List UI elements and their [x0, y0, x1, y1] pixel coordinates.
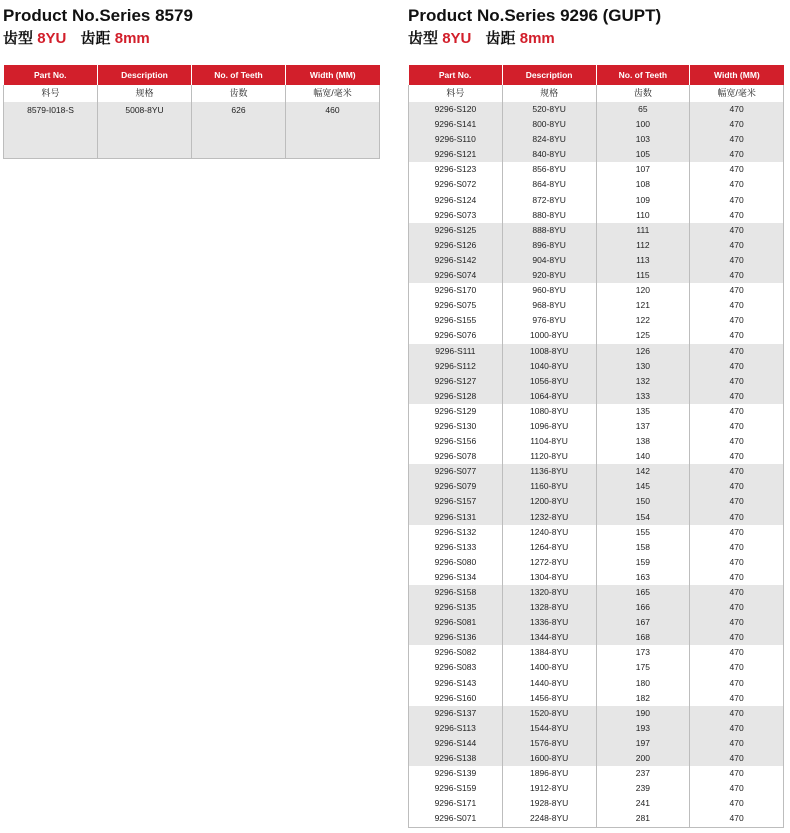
cell-description: 840-8YU [502, 147, 596, 162]
cell-part-no: 9296-S072 [409, 177, 503, 192]
cell-part-no: 9296-S071 [409, 811, 503, 827]
table-row [409, 570, 784, 585]
cell-part-no: 9296-S160 [409, 691, 503, 706]
table-row [409, 328, 784, 343]
table-row [409, 736, 784, 751]
cell-description: 864-8YU [502, 177, 596, 192]
cell-description: 960-8YU [502, 283, 596, 298]
cell-width: 470 [690, 208, 784, 223]
cell-part-no: 9296-S083 [409, 660, 503, 675]
cell-description: 1456-8YU [502, 691, 596, 706]
cell-teeth: 150 [596, 494, 690, 509]
cell-teeth: 239 [596, 781, 690, 796]
table-row [409, 208, 784, 223]
cell-width: 470 [690, 811, 784, 827]
table-row [409, 449, 784, 464]
cell-teeth: 126 [596, 344, 690, 359]
cell-part-no: 9296-S075 [409, 298, 503, 313]
cell-part-no: 9296-S078 [409, 449, 503, 464]
cell-width: 470 [690, 781, 784, 796]
series-8579-title: Product No.Series 8579 [3, 6, 193, 25]
cell-width: 470 [690, 555, 784, 570]
pitch-value: 8mm [114, 30, 150, 47]
cell-description: 856-8YU [502, 162, 596, 177]
cell-part-no: 9296-S120 [409, 102, 503, 117]
cell-teeth: 193 [596, 721, 690, 736]
cell-description: 1008-8YU [502, 344, 596, 359]
cell-teeth: 145 [596, 479, 690, 494]
cell-description: 976-8YU [502, 313, 596, 328]
cell-teeth: 241 [596, 796, 690, 811]
cell-teeth: 155 [596, 525, 690, 540]
col-header-cn-description: 规格 [98, 85, 192, 102]
cell-description: 1232-8YU [502, 510, 596, 525]
cell-teeth: 125 [596, 328, 690, 343]
cell-width: 470 [690, 585, 784, 600]
table-row [409, 238, 784, 253]
col-header-cn-teeth: 齿数 [596, 85, 690, 102]
table-row [409, 721, 784, 736]
cell-teeth: 142 [596, 464, 690, 479]
cell-width: 470 [690, 389, 784, 404]
table-header-row [409, 65, 784, 85]
cell-width: 470 [690, 540, 784, 555]
cell-width: 470 [690, 268, 784, 283]
table-row [409, 374, 784, 389]
series-8579-spec [3, 29, 380, 49]
cell-teeth: 109 [596, 193, 690, 208]
cell-width: 470 [690, 193, 784, 208]
cell-part-no: 9296-S124 [409, 193, 503, 208]
cell-part-no: 9296-S159 [409, 781, 503, 796]
cell-teeth: 107 [596, 162, 690, 177]
table-row [409, 600, 784, 615]
cell-teeth: 182 [596, 691, 690, 706]
table-row [409, 359, 784, 374]
cell-part-no: 9296-S137 [409, 706, 503, 721]
table-row [409, 117, 784, 132]
cell-description: 904-8YU [502, 253, 596, 268]
cell-width: 470 [690, 615, 784, 630]
pitch-label: 齿距 [485, 30, 516, 47]
cell-width: 470 [690, 434, 784, 449]
table-row [409, 555, 784, 570]
cell-teeth: 137 [596, 419, 690, 434]
cell-teeth: 281 [596, 811, 690, 827]
tooth-type-label: 齿型 [3, 30, 34, 47]
cell-description: 920-8YU [502, 268, 596, 283]
table-header-cn-row [409, 85, 784, 102]
table-row [409, 389, 784, 404]
table-row [409, 419, 784, 434]
cell-part-no: 9296-S170 [409, 283, 503, 298]
cell-description: 800-8YU [502, 117, 596, 132]
cell-description: 1080-8YU [502, 404, 596, 419]
table-row [409, 344, 784, 359]
cell-teeth: 166 [596, 600, 690, 615]
table-row [409, 162, 784, 177]
cell-width: 470 [690, 102, 784, 117]
table-row [409, 268, 784, 283]
table-row [409, 676, 784, 691]
cell-description: 1104-8YU [502, 434, 596, 449]
cell-width: 470 [690, 374, 784, 389]
cell-description: 872-8YU [502, 193, 596, 208]
table-row [409, 660, 784, 675]
cell-part-no: 9296-S138 [409, 751, 503, 766]
cell-teeth: 115 [596, 268, 690, 283]
cell-width: 470 [690, 630, 784, 645]
cell-part-no: 9296-S134 [409, 570, 503, 585]
cell-width: 470 [690, 494, 784, 509]
table-row [409, 510, 784, 525]
cell-part-no: 9296-S135 [409, 600, 503, 615]
cell-part-no: 9296-S076 [409, 328, 503, 343]
cell-part-no: 9296-S171 [409, 796, 503, 811]
cell-teeth: 120 [596, 283, 690, 298]
cell-width: 470 [690, 600, 784, 615]
cell-part-no: 9296-S130 [409, 419, 503, 434]
cell-part-no: 9296-S081 [409, 615, 503, 630]
cell-teeth: 112 [596, 238, 690, 253]
table-row [409, 540, 784, 555]
cell-description: 1520-8YU [502, 706, 596, 721]
cell-part-no: 9296-S143 [409, 676, 503, 691]
cell-description: 1096-8YU [502, 419, 596, 434]
series-9296-table [408, 65, 784, 828]
col-header-width: Width (MM) [286, 65, 380, 85]
cell-teeth: 173 [596, 645, 690, 660]
cell-part-no: 9296-S132 [409, 525, 503, 540]
cell-description: 1320-8YU [502, 585, 596, 600]
table-row [409, 193, 784, 208]
col-header-cn-part-no: 料号 [409, 85, 503, 102]
cell-part-no: 9296-S128 [409, 389, 503, 404]
cell-teeth: 197 [596, 736, 690, 751]
cell-teeth: 175 [596, 660, 690, 675]
cell-teeth: 200 [596, 751, 690, 766]
cell-part-no: 9296-S129 [409, 404, 503, 419]
table-row [409, 615, 784, 630]
col-header-description: Description [502, 65, 596, 85]
cell-part-no: 9296-S131 [409, 510, 503, 525]
cell-description: 1200-8YU [502, 494, 596, 509]
cell-description: 824-8YU [502, 132, 596, 147]
cell-width: 470 [690, 177, 784, 192]
cell-part-no: 9296-S123 [409, 162, 503, 177]
cell-teeth: 111 [596, 223, 690, 238]
cell-teeth: 626 [192, 102, 286, 159]
series-9296-section [408, 0, 784, 824]
table-row [409, 691, 784, 706]
cell-description: 1576-8YU [502, 736, 596, 751]
table-row [409, 102, 784, 117]
cell-width: 470 [690, 359, 784, 374]
series-9296-spec [408, 29, 784, 49]
cell-teeth: 105 [596, 147, 690, 162]
cell-part-no: 9296-S082 [409, 645, 503, 660]
cell-teeth: 122 [596, 313, 690, 328]
col-header-cn-description: 规格 [502, 85, 596, 102]
table-row [409, 645, 784, 660]
cell-width: 470 [690, 691, 784, 706]
cell-description: 1240-8YU [502, 525, 596, 540]
col-header-width: Width (MM) [690, 65, 784, 85]
table-row [4, 102, 380, 159]
cell-description: 1336-8YU [502, 615, 596, 630]
pitch-value: 8mm [519, 30, 555, 47]
table-row [409, 479, 784, 494]
cell-width: 470 [690, 706, 784, 721]
cell-description: 520-8YU [502, 102, 596, 117]
cell-width: 470 [690, 510, 784, 525]
cell-description: 1400-8YU [502, 660, 596, 675]
table-row [409, 796, 784, 811]
col-header-cn-teeth: 齿数 [192, 85, 286, 102]
cell-width: 460 [286, 102, 380, 159]
table-row [409, 464, 784, 479]
cell-teeth: 132 [596, 374, 690, 389]
cell-description: 1600-8YU [502, 751, 596, 766]
cell-teeth: 100 [596, 117, 690, 132]
cell-width: 470 [690, 162, 784, 177]
cell-part-no: 9296-S156 [409, 434, 503, 449]
cell-description: 1056-8YU [502, 374, 596, 389]
cell-teeth: 158 [596, 540, 690, 555]
cell-width: 470 [690, 660, 784, 675]
cell-width: 470 [690, 796, 784, 811]
table-row [409, 781, 784, 796]
series-8579-section [3, 0, 380, 115]
cell-description: 5008-8YU [98, 102, 192, 159]
series-9296-title: Product No.Series 9296 (GUPT) [408, 6, 662, 25]
col-header-part-no: Part No. [4, 65, 98, 85]
cell-part-no: 9296-S110 [409, 132, 503, 147]
cell-teeth: 190 [596, 706, 690, 721]
cell-teeth: 168 [596, 630, 690, 645]
cell-part-no: 9296-S127 [409, 374, 503, 389]
cell-description: 1384-8YU [502, 645, 596, 660]
cell-part-no: 9296-S142 [409, 253, 503, 268]
cell-teeth: 167 [596, 615, 690, 630]
cell-description: 2248-8YU [502, 811, 596, 827]
cell-width: 470 [690, 328, 784, 343]
cell-part-no: 9296-S112 [409, 359, 503, 374]
cell-width: 470 [690, 344, 784, 359]
cell-teeth: 140 [596, 449, 690, 464]
cell-part-no: 9296-S073 [409, 208, 503, 223]
table-row [409, 706, 784, 721]
col-header-part-no: Part No. [409, 65, 503, 85]
cell-description: 1912-8YU [502, 781, 596, 796]
cell-part-no: 9296-S133 [409, 540, 503, 555]
cell-description: 888-8YU [502, 223, 596, 238]
cell-description: 1440-8YU [502, 676, 596, 691]
cell-width: 470 [690, 298, 784, 313]
cell-teeth: 65 [596, 102, 690, 117]
col-header-description: Description [98, 65, 192, 85]
table-row [409, 766, 784, 781]
cell-width: 470 [690, 751, 784, 766]
tooth-type-value: 8YU [442, 30, 472, 47]
pitch-label: 齿距 [80, 30, 111, 47]
cell-part-no: 9296-S077 [409, 464, 503, 479]
table-row [409, 283, 784, 298]
cell-part-no: 9296-S139 [409, 766, 503, 781]
cell-description: 896-8YU [502, 238, 596, 253]
cell-teeth: 103 [596, 132, 690, 147]
col-header-cn-part-no: 料号 [4, 85, 98, 102]
table-header-cn-row [4, 85, 380, 102]
tooth-type-label: 齿型 [408, 30, 439, 47]
table-row [409, 434, 784, 449]
cell-width: 470 [690, 449, 784, 464]
cell-width: 470 [690, 404, 784, 419]
cell-part-no: 9296-S113 [409, 721, 503, 736]
table-row [409, 223, 784, 238]
cell-teeth: 163 [596, 570, 690, 585]
cell-description: 1544-8YU [502, 721, 596, 736]
col-header-teeth: No. of Teeth [192, 65, 286, 85]
cell-width: 470 [690, 525, 784, 540]
cell-part-no: 9296-S136 [409, 630, 503, 645]
cell-part-no: 9296-S144 [409, 736, 503, 751]
cell-part-no: 9296-S141 [409, 117, 503, 132]
cell-description: 1040-8YU [502, 359, 596, 374]
table-row [409, 404, 784, 419]
table-row [409, 298, 784, 313]
table-row [409, 585, 784, 600]
col-header-cn-width: 幅宽/毫米 [286, 85, 380, 102]
cell-width: 470 [690, 117, 784, 132]
cell-description: 1272-8YU [502, 555, 596, 570]
col-header-teeth: No. of Teeth [596, 65, 690, 85]
table-row [409, 751, 784, 766]
cell-width: 470 [690, 223, 784, 238]
cell-description: 1120-8YU [502, 449, 596, 464]
cell-width: 470 [690, 645, 784, 660]
cell-description: 1896-8YU [502, 766, 596, 781]
cell-part-no: 9296-S111 [409, 344, 503, 359]
table-row [409, 313, 784, 328]
cell-width: 470 [690, 283, 784, 298]
cell-description: 880-8YU [502, 208, 596, 223]
cell-description: 1136-8YU [502, 464, 596, 479]
cell-part-no: 9296-S157 [409, 494, 503, 509]
cell-teeth: 154 [596, 510, 690, 525]
cell-width: 470 [690, 676, 784, 691]
cell-width: 470 [690, 313, 784, 328]
cell-teeth: 135 [596, 404, 690, 419]
cell-description: 1344-8YU [502, 630, 596, 645]
cell-teeth: 130 [596, 359, 690, 374]
table-row [409, 253, 784, 268]
cell-teeth: 165 [596, 585, 690, 600]
cell-description: 1304-8YU [502, 570, 596, 585]
cell-part-no: 9296-S074 [409, 268, 503, 283]
cell-width: 470 [690, 419, 784, 434]
cell-width: 470 [690, 132, 784, 147]
cell-width: 470 [690, 721, 784, 736]
cell-width: 470 [690, 736, 784, 751]
cell-width: 470 [690, 464, 784, 479]
cell-width: 470 [690, 570, 784, 585]
cell-teeth: 237 [596, 766, 690, 781]
cell-teeth: 110 [596, 208, 690, 223]
col-header-cn-width: 幅宽/毫米 [690, 85, 784, 102]
table-row [409, 494, 784, 509]
cell-teeth: 138 [596, 434, 690, 449]
cell-description: 1328-8YU [502, 600, 596, 615]
cell-width: 470 [690, 766, 784, 781]
cell-description: 1000-8YU [502, 328, 596, 343]
cell-part-no: 9296-S155 [409, 313, 503, 328]
cell-teeth: 180 [596, 676, 690, 691]
table-row [409, 525, 784, 540]
cell-part-no: 9296-S125 [409, 223, 503, 238]
cell-description: 968-8YU [502, 298, 596, 313]
cell-teeth: 159 [596, 555, 690, 570]
cell-part-no: 9296-S080 [409, 555, 503, 570]
table-row [409, 147, 784, 162]
cell-width: 470 [690, 479, 784, 494]
cell-part-no: 9296-S121 [409, 147, 503, 162]
cell-teeth: 113 [596, 253, 690, 268]
cell-width: 470 [690, 147, 784, 162]
series-8579-table [3, 65, 380, 159]
table-row [409, 177, 784, 192]
tooth-type-value: 8YU [37, 30, 67, 47]
cell-part-no: 9296-S158 [409, 585, 503, 600]
cell-width: 470 [690, 253, 784, 268]
cell-description: 1160-8YU [502, 479, 596, 494]
cell-part-no: 8579-I018-S [4, 102, 98, 159]
cell-part-no: 9296-S126 [409, 238, 503, 253]
cell-teeth: 133 [596, 389, 690, 404]
cell-part-no: 9296-S079 [409, 479, 503, 494]
cell-teeth: 108 [596, 177, 690, 192]
cell-width: 470 [690, 238, 784, 253]
table-row [409, 811, 784, 827]
cell-description: 1064-8YU [502, 389, 596, 404]
table-row [409, 132, 784, 147]
cell-description: 1264-8YU [502, 540, 596, 555]
table-header-row [4, 65, 380, 85]
cell-description: 1928-8YU [502, 796, 596, 811]
table-row [409, 630, 784, 645]
cell-teeth: 121 [596, 298, 690, 313]
